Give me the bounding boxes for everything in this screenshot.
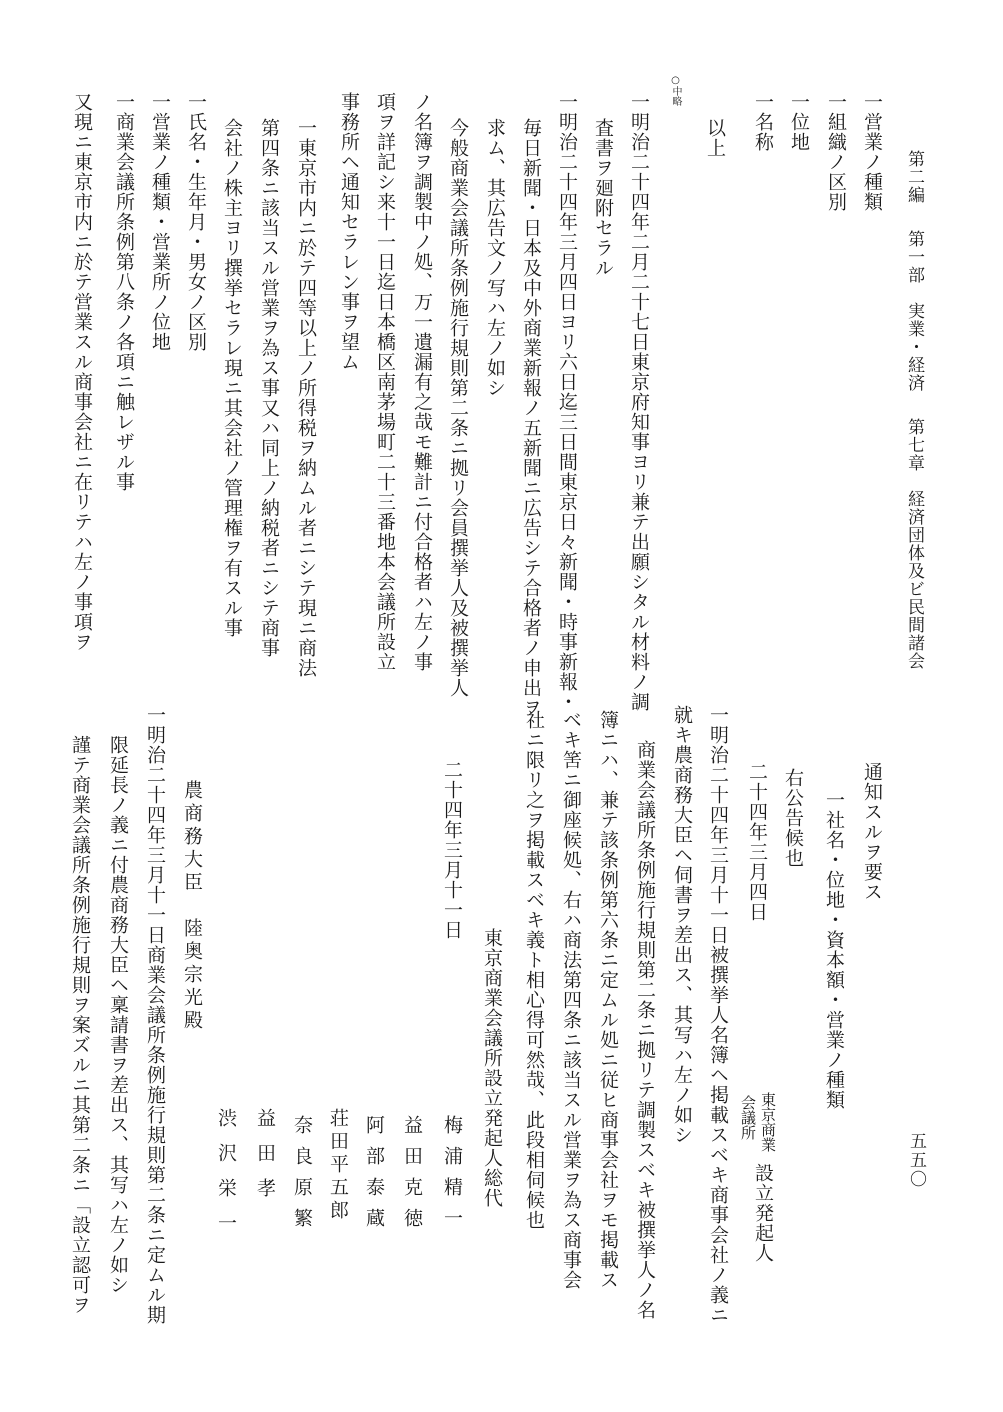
text-line: 謹テ商業会議所条例施行規則ヲ案ズルニ其第二条ニ「設立認可ヲ — [69, 735, 91, 1315]
page-number: 五五〇 — [906, 1132, 926, 1189]
text-line: 一明治二十四年三月十一日被撰挙人名簿ヘ掲載スベキ商事会社ノ義ニ — [707, 705, 729, 1325]
text-line: 会議所 — [739, 1095, 757, 1140]
text-line: 第四条ニ該当スル営業ヲ為ス事又ハ同上ノ納税者ニシテ商事 — [258, 118, 280, 658]
text-line: 査書ヲ廻附セラル — [592, 118, 614, 278]
text-line: 簿ニハ、兼テ該条例第六条ニ定ムル処ニ従ヒ商事会社ヲモ掲載ス — [597, 710, 619, 1290]
signatory-name: 阿部泰蔵 — [363, 1115, 385, 1239]
header-part: 第二編 — [904, 150, 924, 204]
text-line: 一氏名・生年月・男女ノ区別 — [185, 92, 207, 352]
text-line: 商業会議所条例施行規則第二条ニ拠リテ調製スベキ被撰挙人ノ名 — [634, 740, 656, 1320]
signatory-name: 奈良原繁 — [291, 1115, 313, 1239]
text-line: 毎日新聞・日本及中外商業新報ノ五新聞ニ広告シテ合格者ノ申出ヲ — [520, 118, 542, 718]
text-line: 事務所ヘ通知セラレン事ヲ望ム — [338, 92, 360, 372]
header-part: 第一部 実業・経済 — [904, 230, 924, 392]
text-line: 又現ニ東京市内ニ於テ営業スル商事会社ニ在リテハ左ノ事項ヲ — [71, 92, 93, 652]
text-line: 通知スルヲ要ス — [861, 762, 883, 902]
text-line: 農商務大臣 陸奥宗光殿 — [181, 780, 203, 1033]
text-line: 一営業ノ種類・営業所ノ位地 — [149, 92, 171, 352]
signatory-name: 益田克徳 — [401, 1115, 423, 1239]
text-line: 就キ農商務大臣ヘ伺書ヲ差出ス、其写ハ左ノ如シ — [671, 705, 693, 1145]
text-line: 一名称 — [752, 92, 774, 152]
text-line: 一東京市内ニ於テ四等以上ノ所得税ヲ納ムル者ニシテ現ニ商法 — [295, 118, 317, 678]
text-line: 設立発起人 — [752, 1163, 774, 1263]
text-line: 項ヲ詳記シ来十一日迄日本橋区南茅場町二十三番地本会議所設立 — [374, 92, 396, 672]
header-part: 第七章 経済団体及ビ民間諸会 — [904, 418, 924, 670]
text-line: 今般商業会議所条例施行規則第二条ニ拠リ会員撰挙人及被撰挙人 — [447, 118, 469, 698]
signatory-name: 益田孝 — [254, 1108, 276, 1213]
text-line: 一商業会議所条例第八条ノ各項ニ触レザル事 — [113, 92, 135, 492]
text-line: 一社名・位地・資本額・営業ノ種類 — [823, 790, 845, 1110]
text-line: 一明治二十四年二月二十七日東京府知事ヨリ兼テ出願シタル材料ノ調 — [628, 92, 650, 712]
text-line: 一営業ノ種類 — [861, 92, 883, 212]
text-line: 一組織ノ区別 — [825, 92, 847, 212]
text-line: 一明治二十四年三月四日ヨリ六日迄三日間東京日々新聞・時事新報・ — [556, 92, 578, 712]
text-line: 会社ノ株主ヨリ撰挙セラレ現ニ其会社ノ管理権ヲ有スル事 — [221, 118, 243, 638]
text-line: 一明治二十四年三月十一日商業会議所条例施行規則第二条ニ定ムル期 — [144, 705, 166, 1325]
text-line: ベキ筈ニ御座候処、右ハ商法第四条ニ該当スル営業ヲ為ス商事会 — [560, 710, 582, 1290]
text-line: ノ名簿ヲ調製中ノ処、万一遺漏有之哉モ難計ニ付合格者ハ左ノ事 — [411, 92, 433, 672]
signatory-name: 梅浦精一 — [441, 1115, 463, 1239]
text-line: 東京商業 — [759, 1092, 777, 1152]
signatory-name: 渋沢栄一 — [215, 1108, 237, 1248]
signatory-name: 荘田平五郎 — [327, 1108, 349, 1223]
text-line: 右公告候也 — [782, 768, 804, 868]
text-line: 東京商業会議所設立発起人総代 — [481, 928, 503, 1208]
text-line: 以上 — [704, 118, 726, 158]
text-line: ○中略 — [670, 75, 681, 106]
text-line: 求ム、其広告文ノ写ハ左ノ如シ — [484, 118, 506, 398]
text-line: 社ニ限リ之ヲ掲載スベキ義ト相心得可然哉、此段相伺候也 — [523, 710, 545, 1230]
running-header — [902, 150, 926, 670]
text-line: 二十四年三月十一日 — [441, 760, 463, 940]
text-line: 二十四年三月四日 — [746, 762, 768, 922]
text-line: 一位地 — [788, 92, 810, 152]
text-line: 限延長ノ義ニ付農商務大臣ヘ稟請書ヲ差出ス、其写ハ左ノ如シ — [107, 735, 129, 1295]
